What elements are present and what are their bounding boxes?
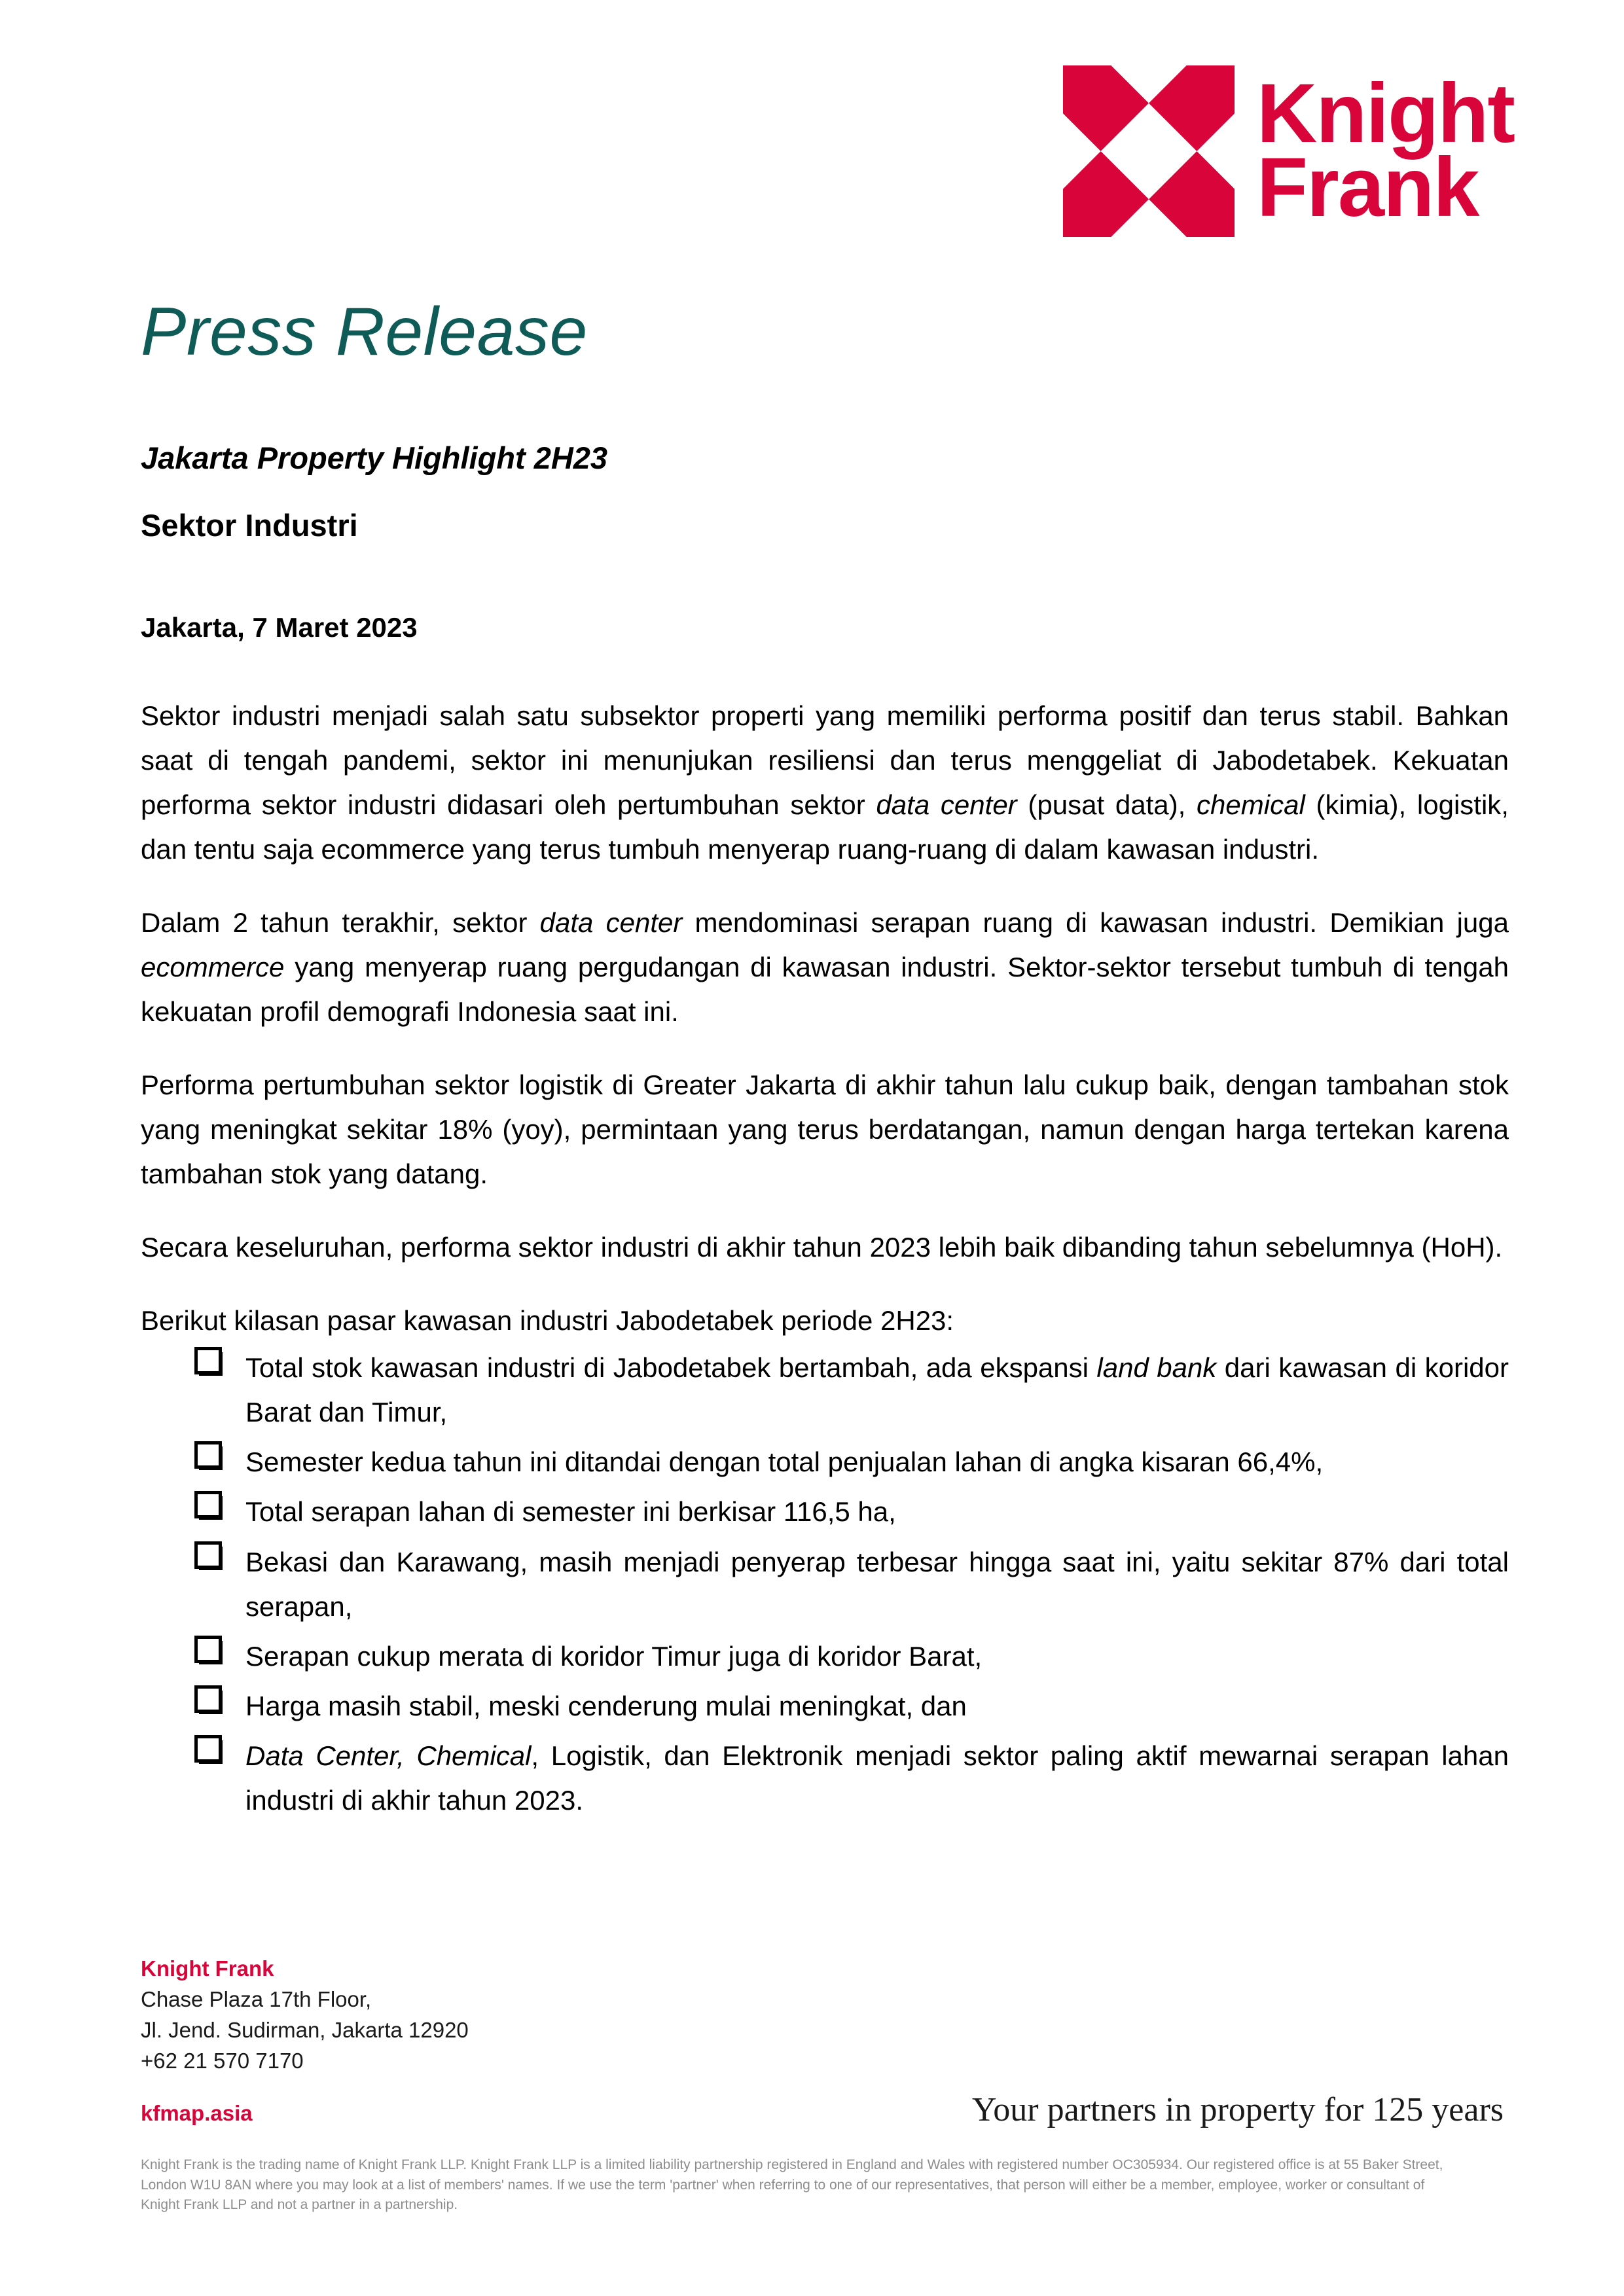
knight-frank-wordmark (1256, 67, 1514, 234)
footer-address-line-1: Chase Plaza 17th Floor, (141, 1986, 372, 2011)
list-item (194, 1440, 1509, 1484)
page-title: Press Release (141, 294, 588, 370)
paragraph: Secara keseluruhan, performa sektor industri di akhir tahun 2023 lebih baik dibanding tahun sebelumnya (HoH). (141, 1232, 1503, 1263)
empty-square-bullet-icon (194, 1541, 225, 1571)
empty-square-bullet-icon (194, 1685, 225, 1715)
list-item-text: Bekasi dan Karawang, masih menjadi penyerap terbesar hingga saat ini, yaitu sekitar 87% dari total serapan, (245, 1546, 1509, 1622)
wordmark-line-frank: Frank (1256, 141, 1479, 234)
knight-frank-logo (1063, 65, 1514, 237)
footer-website-link[interactable]: kfmap.asia (141, 2101, 253, 2126)
document-subject: Jakarta Property Highlight 2H23 (141, 440, 608, 475)
list-item-text: Harga masih stabil, meski cenderung mulai meningkat, dan (245, 1690, 967, 1721)
list-item-text: Total serapan lahan di semester ini berkisar 116,5 ha, (245, 1496, 896, 1528)
list-item (194, 1490, 1509, 1534)
empty-square-bullet-icon (194, 1636, 225, 1666)
empty-square-bullet-icon (194, 1491, 225, 1521)
list-intro: Berikut kilasan pasar kawasan industri Jabodetabek periode 2H23: (141, 1305, 954, 1336)
list-item (194, 1540, 1509, 1629)
paragraph: Performa pertumbuhan sektor logistik di Greater Jakarta di akhir tahun lalu cukup baik, dengan tambahan stok yang meningkat sekitar 18% (yoy), permintaan yang terus berdatangan, namun dengan harga tertekan karena tambahan stok yang datang. (141, 1069, 1509, 1190)
footer-legal-disclaimer: Knight Frank is the trading name of Knight Frank LLP. Knight Frank LLP is a limited liability partnership registered in England and Wales with registered number OC305934. Our registered office is at 55 Baker Street, London W1U 8AN where you may look at a list of members' names. If we use the term 'partner' when referring to one of our representatives, that person will either be a member, employee, worker or consultant of Knight Frank LLP and not a partner in a partnership. (141, 2157, 1443, 2213)
empty-square-bullet-icon (194, 1735, 225, 1765)
footer-company-name: Knight Frank (141, 1956, 274, 1981)
highlights-list (141, 1346, 1509, 1822)
list-item (194, 1734, 1509, 1823)
empty-square-bullet-icon (194, 1347, 225, 1377)
list-item-text: Serapan cukup merata di koridor Timur juga di koridor Barat, (245, 1640, 983, 1672)
list-item-text: Data Center, Chemical, Logistik, dan Elektronik menjadi sektor paling aktif mewarnai serapan lahan industri di akhir tahun 2023. (245, 1740, 1509, 1816)
footer-tagline: Your partners in property for 125 years (971, 2091, 1504, 2129)
knight-frank-diamond-logo-icon (1063, 65, 1235, 237)
wordmark-line-knight: Knight (1256, 67, 1514, 161)
paragraph: Sektor industri menjadi salah satu subsektor properti yang memiliki performa positif dan terus stabil. Bahkan saat di tengah pandemi, sektor ini menunjukan resiliensi dan terus menggeliat di Jabodetabek. Kekuatan performa sektor industri didasari oleh pertumbuhan sektor data center (pusat data), chemical (kimia), logistik, dan tentu saja ecommerce yang terus tumbuh menyerap ruang-ruang di dalam kawasan industri. (141, 700, 1509, 865)
list-item-text: Semester kedua tahun ini ditandai dengan total penjualan lahan di angka kisaran 66,4%, (245, 1446, 1324, 1478)
footer-site-row (141, 2090, 1509, 2129)
empty-square-bullet-icon (194, 1441, 225, 1471)
document-sector: Sektor Industri (141, 508, 358, 543)
list-item (194, 1684, 1509, 1729)
paragraph: Dalam 2 tahun terakhir, sektor data center mendominasi serapan ruang di kawasan industri. Demikian juga ecommerce yang menyerap ruang pergudangan di kawasan industri. Sektor-sektor tersebut tumbuh di tengah kekuatan profil demografi Indonesia saat ini. (141, 907, 1509, 1028)
article-body (141, 694, 1509, 1823)
footer-phone: +62 21 570 7170 (141, 2048, 304, 2073)
footer-address-line-2: Jl. Jend. Sudirman, Jakarta 12920 (141, 2017, 469, 2042)
list-item (194, 1634, 1509, 1679)
dateline: Jakarta, 7 Maret 2023 (141, 612, 418, 643)
list-item (194, 1346, 1509, 1435)
list-item-text: Total stok kawasan industri di Jabodetabek bertambah, ada ekspansi land bank dari kawasan di koridor Barat dan Timur, (245, 1352, 1509, 1428)
page-footer (141, 1954, 1509, 2215)
